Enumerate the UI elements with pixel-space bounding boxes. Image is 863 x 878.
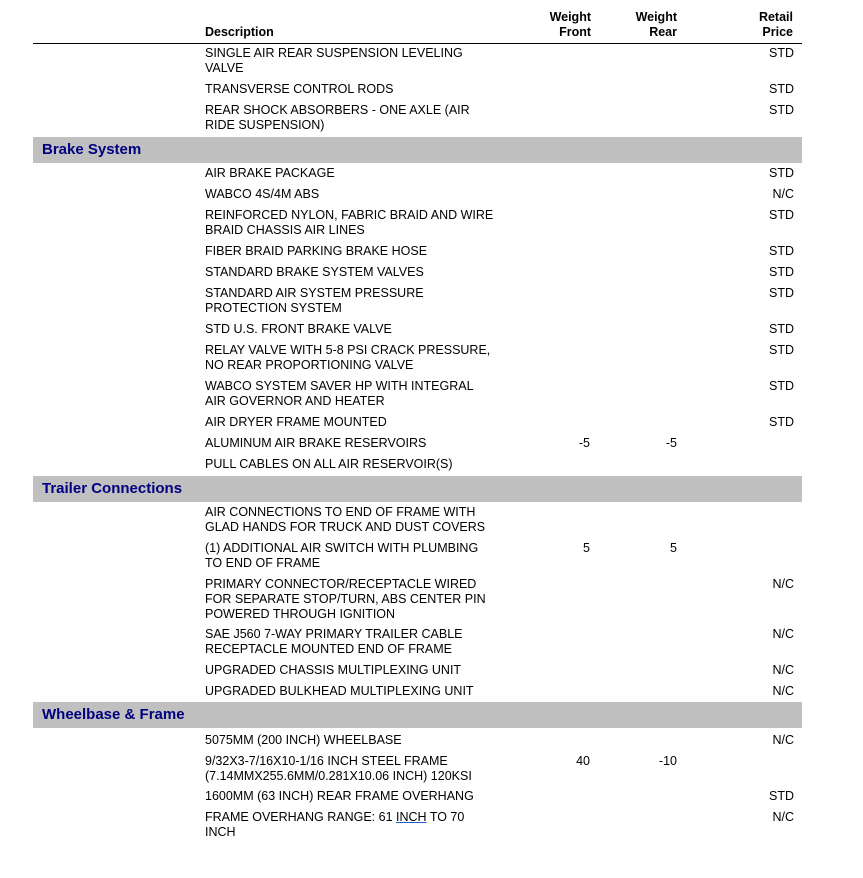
- retail-price-cell: STD: [769, 103, 794, 117]
- weight-rear-column-header: Weight Rear: [635, 10, 677, 39]
- description-cell: STANDARD BRAKE SYSTEM VALVES: [205, 265, 424, 279]
- description-cell: SAE J560 7-WAY PRIMARY TRAILER CABLE RECEPTACLE MOUNTED END OF FRAME: [205, 627, 463, 656]
- description-cell: TRANSVERSE CONTROL RODS: [205, 82, 394, 96]
- retail-price-cell: STD: [769, 208, 794, 222]
- retail-price-cell: STD: [769, 286, 794, 300]
- description-cell: FIBER BRAID PARKING BRAKE HOSE: [205, 244, 428, 258]
- retail-price-cell: STD: [769, 46, 794, 60]
- retail-price-cell: N/C: [772, 810, 794, 824]
- description-cell: (1) ADDITIONAL AIR SWITCH WITH PLUMBING TO END OF FRAME: [205, 541, 479, 570]
- section-title: Brake System: [42, 141, 142, 158]
- description-cell: AIR DRYER FRAME MOUNTED: [205, 415, 387, 429]
- description-column-header: Description: [205, 25, 274, 39]
- description-cell: REINFORCED NYLON, FABRIC BRAID AND WIRE BRAID CHASSIS AIR LINES: [205, 208, 494, 237]
- weight-front-cell: 40: [576, 754, 590, 768]
- description-cell: AIR BRAKE PACKAGE: [205, 166, 335, 180]
- weight-rear-cell: -5: [665, 436, 677, 450]
- description-cell: STANDARD AIR SYSTEM PRESSURE PROTECTION SYSTEM: [205, 286, 424, 315]
- section-header: [33, 702, 802, 728]
- spellcheck-underline: INCH: [396, 810, 427, 824]
- description-cell: 9/32X3-7/16X10-1/16 INCH STEEL FRAME (7.14MMX255.6MM/0.281X10.06 INCH) 120KSI: [205, 754, 472, 783]
- retail-price-cell: STD: [769, 244, 794, 258]
- column-header-row: [33, 10, 802, 44]
- retail-price-cell: N/C: [772, 733, 794, 747]
- weight-front-cell: 5: [583, 541, 590, 555]
- weight-front-cell: -5: [578, 436, 590, 450]
- weight-rear-cell: 5: [670, 541, 677, 555]
- section-title: Wheelbase & Frame: [42, 706, 185, 723]
- description-cell: STD U.S. FRONT BRAKE VALVE: [205, 322, 392, 336]
- retail-price-cell: STD: [769, 166, 794, 180]
- retail-price-cell: STD: [769, 343, 794, 357]
- weight-front-column-header: Weight Front: [549, 10, 591, 39]
- retail-price-cell: STD: [769, 415, 794, 429]
- description-cell: 5075MM (200 INCH) WHEELBASE: [205, 733, 402, 747]
- retail-price-column-header: Retail Price: [758, 10, 793, 39]
- description-cell: AIR CONNECTIONS TO END OF FRAME WITH GLAD HANDS FOR TRUCK AND DUST COVERS: [205, 505, 486, 534]
- retail-price-cell: STD: [769, 379, 794, 393]
- retail-price-cell: STD: [769, 82, 794, 96]
- description-cell: WABCO SYSTEM SAVER HP WITH INTEGRAL AIR GOVERNOR AND HEATER: [205, 379, 474, 408]
- description-cell: SINGLE AIR REAR SUSPENSION LEVELING VALVE: [205, 46, 463, 75]
- retail-price-cell: STD: [769, 789, 794, 803]
- description-cell: 1600MM (63 INCH) REAR FRAME OVERHANG: [205, 789, 474, 803]
- retail-price-cell: N/C: [772, 684, 794, 698]
- retail-price-cell: STD: [769, 265, 794, 279]
- description-cell: PULL CABLES ON ALL AIR RESERVOIR(S): [205, 457, 453, 471]
- description-cell: REAR SHOCK ABSORBERS - ONE AXLE (AIR RIDE SUSPENSION): [205, 103, 470, 132]
- retail-price-cell: N/C: [772, 187, 794, 201]
- description-cell: PRIMARY CONNECTOR/RECEPTACLE WIRED FOR SEPARATE STOP/TURN, ABS CENTER PIN POWERED THROUGH IGNITION: [205, 577, 486, 621]
- description-cell: FRAME OVERHANG RANGE: 61 INCH TO 70 INCH: [205, 810, 465, 839]
- description-cell: WABCO 4S/4M ABS: [205, 187, 320, 201]
- retail-price-cell: N/C: [772, 627, 794, 641]
- section-header: [33, 476, 802, 502]
- description-cell: UPGRADED CHASSIS MULTIPLEXING UNIT: [205, 663, 462, 677]
- weight-rear-cell: -10: [658, 754, 677, 768]
- description-cell: UPGRADED BULKHEAD MULTIPLEXING UNIT: [205, 684, 474, 698]
- section-header: [33, 137, 802, 163]
- section-title: Trailer Connections: [42, 480, 183, 497]
- retail-price-cell: N/C: [772, 663, 794, 677]
- description-cell: ALUMINUM AIR BRAKE RESERVOIRS: [205, 436, 427, 450]
- retail-price-cell: N/C: [772, 577, 794, 591]
- retail-price-cell: STD: [769, 322, 794, 336]
- description-cell: RELAY VALVE WITH 5-8 PSI CRACK PRESSURE, NO REAR PROPORTIONING VALVE: [205, 343, 491, 372]
